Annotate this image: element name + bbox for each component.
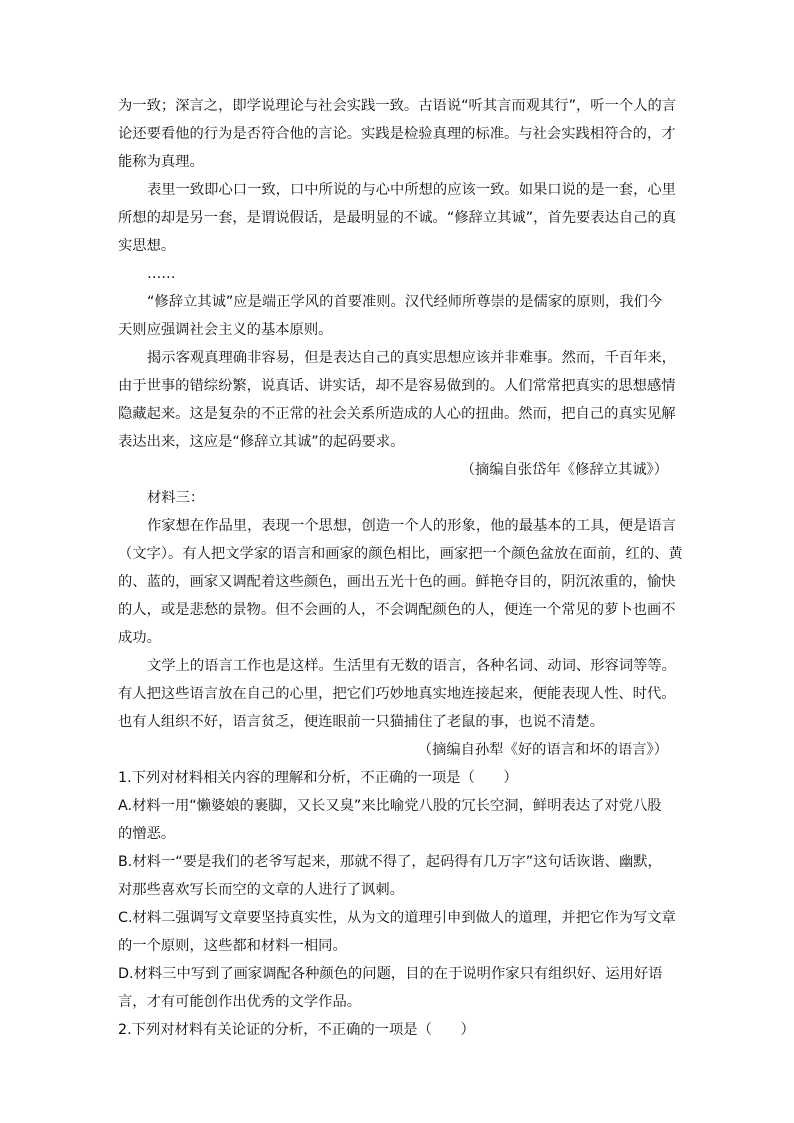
- text-line-10: 揭示客观真理确非容易，但是表达自己的真实思想应该并非难事。然而，千百年来，: [147, 350, 676, 366]
- text-line-3: 能称为真理。: [118, 154, 204, 170]
- text-line-9: 天则应强调社会主义的基本原则。: [118, 322, 333, 338]
- text-line-19: 的人，或是悲愁的景物。但不会画的人，不会调配颜色的人，便连一个常见的萝卜也画不: [118, 602, 676, 618]
- text-line-5: 所想的却是另一套，是谓说假话，是最明显的不诚。“修辞立其诚”，首先要表达自己的真: [118, 210, 677, 226]
- text-line-18: 的、蓝的，画家又调配着这些颜色，画出五光十色的画。鲜艳夺目的，阴沉浓重的，愉快: [118, 574, 676, 590]
- text-line-4: 表里一致即心口一致，口中所说的与心中所想的应该一致。如果口说的是一套，心里: [147, 182, 676, 198]
- text-line-27: 的憎恶。: [118, 826, 176, 842]
- text-line-33: 言，才有可能创作出优秀的文学作品。: [118, 994, 362, 1010]
- text-line-34: 2.下列对材料有关论证的分析，不正确的一项是（ ）: [118, 1022, 475, 1038]
- text-line-15: 材料三：: [147, 490, 205, 506]
- text-line-20: 成功。: [118, 630, 161, 646]
- text-line-8: “修辞立其诚”应是端正学风的首要准则。汉代经师所尊崇的是儒家的原则，我们今: [147, 294, 663, 310]
- text-line-17: （文字）。有人把文学家的语言和画家的颜色相比，画家把一个颜色盆放在面前，红的、黄: [118, 546, 683, 562]
- text-line-22: 有人把这些语言放在自己的心里，把它们巧妙地真实地连接起来，便能表现人性、时代。: [118, 686, 676, 702]
- text-line-23: 也有人组织不好，语言贫乏，便连眼前一只猫捕住了老鼠的事，也说不清楚。: [118, 714, 605, 730]
- text-line-14: （摘编自张岱年《修辞立其诚》）: [460, 462, 668, 478]
- text-line-2: 论还要看他的行为是否符合他的言论。实践是检验真理的标准。与社会实践相符合的，才: [118, 126, 676, 142]
- text-line-26: A.材料一用“懒婆娘的裹脚，又长又臭”来比喻党八股的冗长空洞，鲜明表达了对党八股: [118, 798, 662, 814]
- text-line-21: 文学上的语言工作也是这样。生活里有无数的语言，各种名词、动词、形容词等等。: [147, 658, 676, 674]
- text-line-28: B.材料一“要是我们的老爷写起来，那就不得了，起码得有几万字”这句话诙谐、幽默，: [118, 854, 662, 870]
- text-line-25: 1.下列对材料相关内容的理解和分析，不正确的一项是（ ）: [118, 770, 518, 786]
- text-line-16: 作家想在作品里，表现一个思想，创造一个人的形象，他的最基本的工具，便是语言: [147, 518, 676, 534]
- text-line-13: 表达出来，这应是“修辞立其诚”的起码要求。: [118, 434, 405, 450]
- text-line-32: D.材料三中写到了画家调配各种颜色的问题，目的在于说明作家只有组织好、运用好语: [118, 966, 663, 982]
- text-line-1: 为一致；深言之，即学说理论与社会实践一致。古语说“听其言而观其行”，听一个人的言: [118, 98, 677, 114]
- text-line-12: 隐藏起来。这是复杂的不正常的社会关系所造成的人心的扭曲。然而，把自己的真实见解: [118, 406, 676, 422]
- text-line-31: 的一个原则，这些都和材料一相同。: [118, 938, 347, 954]
- text-line-11: 由于世事的错综纷繁，说真话、讲实话，却不是容易做到的。人们常常把真实的思想感情: [118, 378, 676, 394]
- text-line-7: ……: [147, 266, 176, 282]
- text-line-29: 对那些喜欢写长而空的文章的人进行了讽刺。: [118, 882, 404, 898]
- text-line-6: 实思想。: [118, 238, 176, 254]
- text-line-30: C.材料二强调写文章要坚持真实性，从为文的道理引申到做人的道理，并把它作为写文章: [118, 910, 676, 926]
- text-line-24: （摘编自孙犁《好的语言和坏的语言》）: [417, 742, 668, 758]
